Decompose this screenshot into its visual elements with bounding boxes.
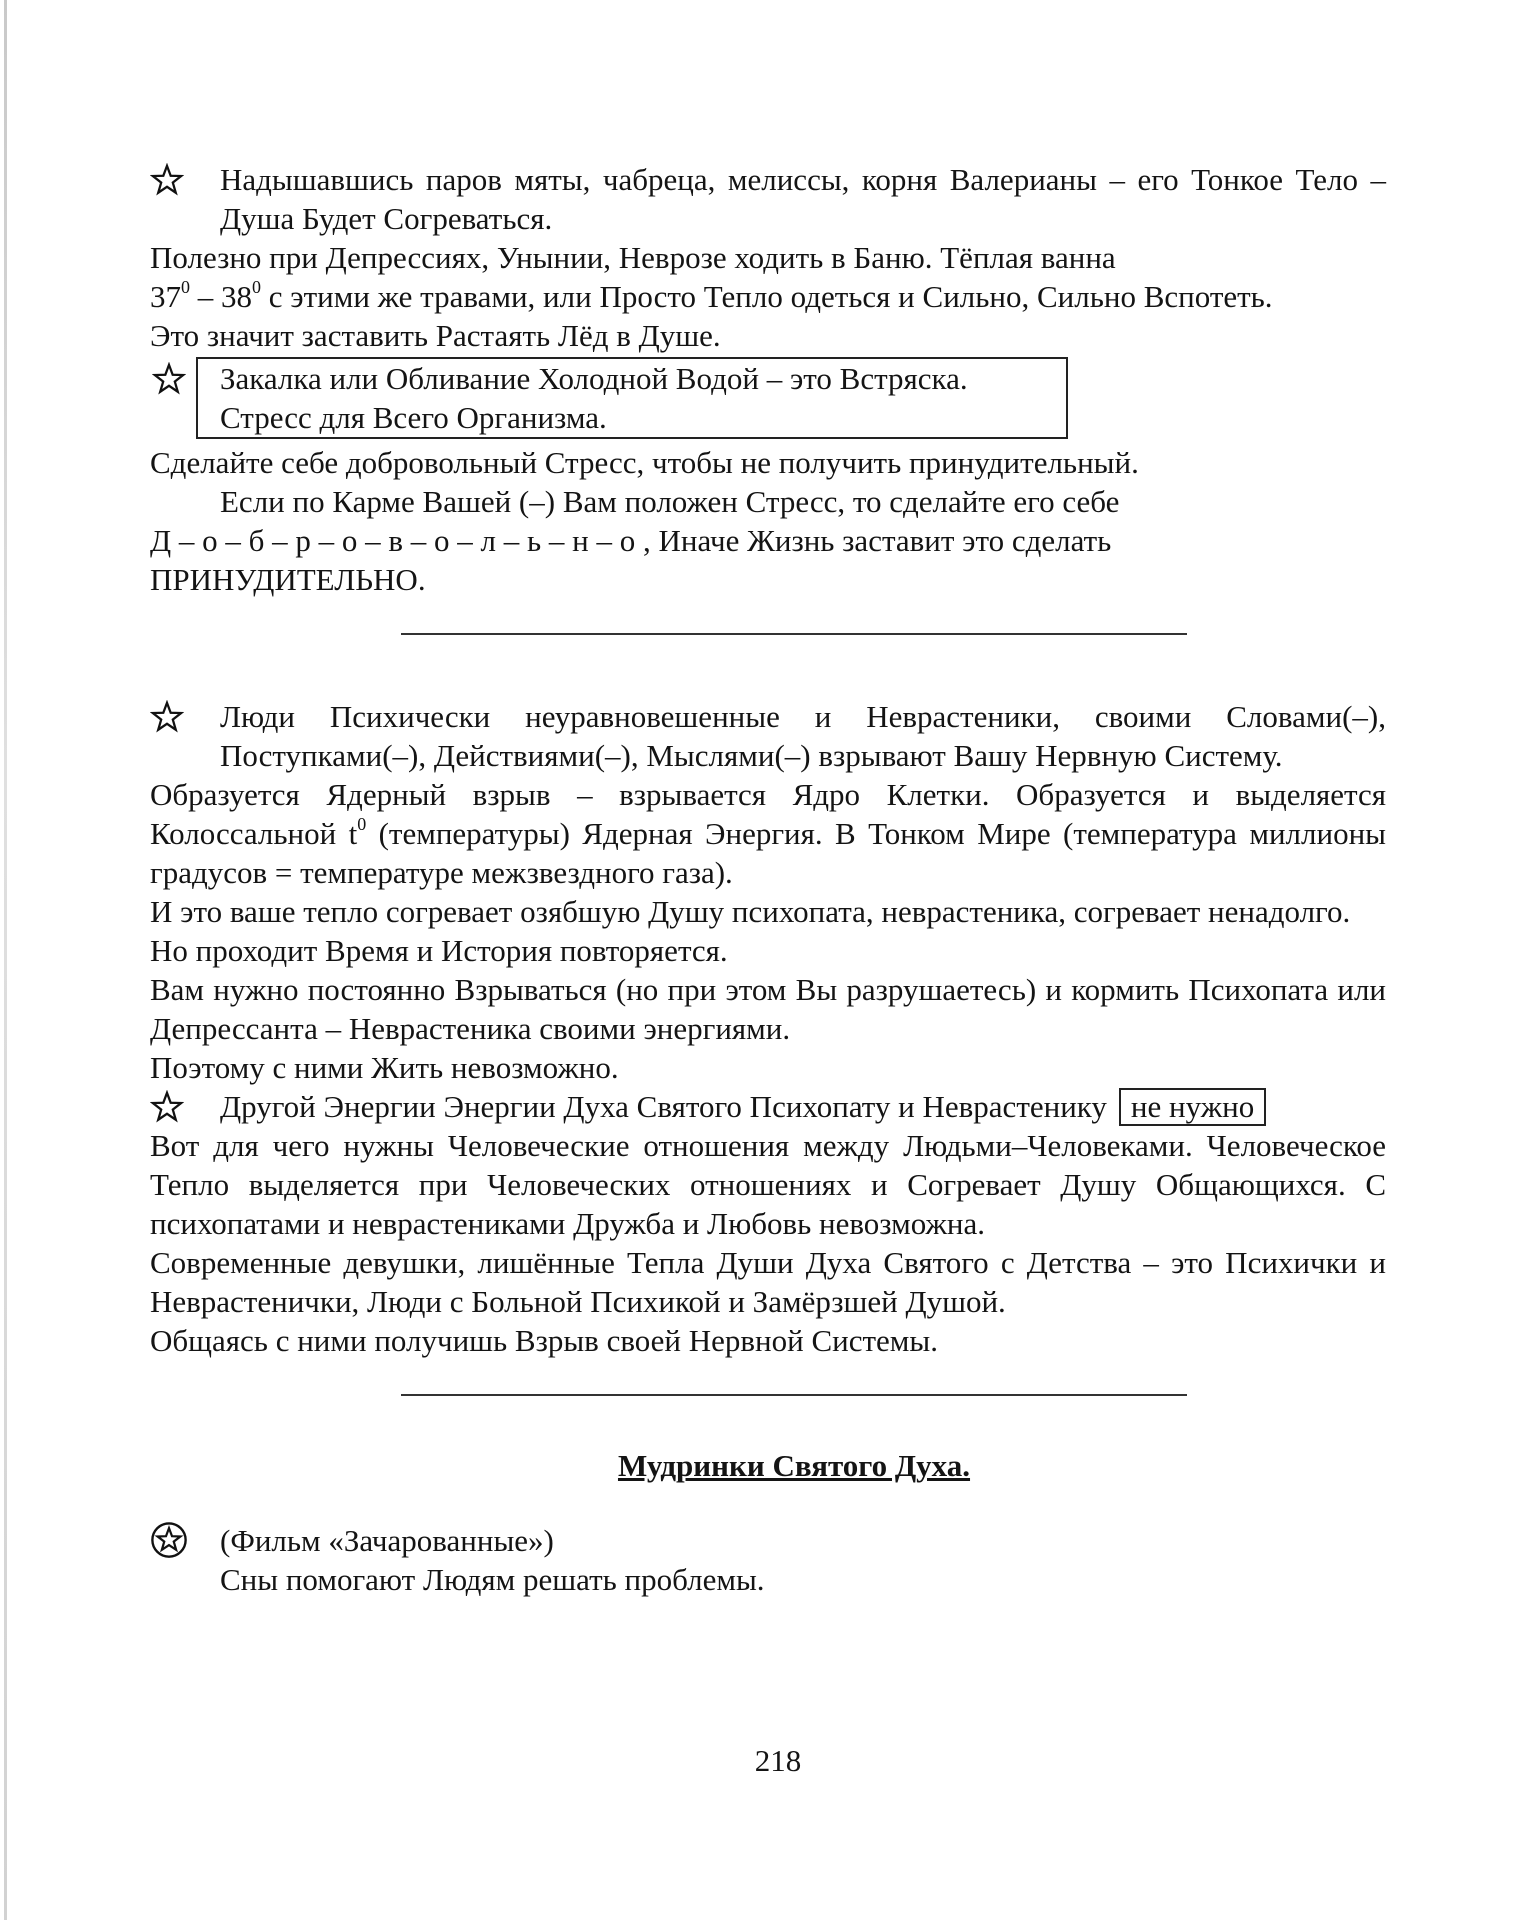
film-reference bbox=[150, 1521, 1386, 1560]
paragraph-communicating: Общаясь с ними получишь Взрыв своей Нервной Системы. bbox=[150, 1323, 938, 1358]
degree-sup-1: 0 bbox=[181, 277, 190, 297]
degree-sup: 0 bbox=[357, 814, 367, 834]
dreams-line: Сны помогают Людям решать проблемы. bbox=[220, 1562, 765, 1597]
paragraph-human-relations: Вот для чего нужны Человеческие отношения между Людьми–Человеками. Человеческое Тепло выделяется при Человеческих отношениях и Согревает Душу Общающихся. С психопатами и неврастениками Дружба и Любовь невозможна. bbox=[150, 1128, 1386, 1241]
paragraph-text: Надышавшись паров мяты, чабреца, мелиссы, корня Валерианы – его Тонкое Тело – Душа Будет Согреваться. bbox=[220, 162, 1386, 236]
paragraph-warmth: И это ваше тепло согревает озябшую Душу психопата, неврастеника, согревает ненадолго. bbox=[150, 894, 1351, 929]
star-outline-icon bbox=[152, 359, 192, 398]
paragraph-modern-girls: Современные девушки, лишённые Тепла Души Духа Святого с Детства – это Психички и Неврастенички, Люди с Больной Психикой и Замёрзшей Душой. bbox=[150, 1245, 1386, 1319]
not-needed-box: не нужно bbox=[1119, 1088, 1266, 1126]
paragraph-temperature bbox=[150, 277, 1386, 316]
star-outline-icon bbox=[150, 697, 190, 736]
film-text: (Фильм «Зачарованные») bbox=[220, 1523, 554, 1558]
paragraph-text: Образуется Ядерный взрыв – взрывается Ядро Клетки. Образуется и выделяется Колоссальной t bbox=[150, 777, 1386, 851]
paragraph-impossible: Поэтому с ними Жить невозможно. bbox=[150, 1050, 619, 1085]
paragraph-forcibly: ПРИНУДИТЕЛЬНО. bbox=[150, 562, 426, 597]
paragraph-bath: Полезно при Депрессиях, Унынии, Неврозе ходить в Баню. Тёплая ванна bbox=[150, 240, 1116, 275]
boxed-line: Стресс для Всего Организма. bbox=[220, 400, 607, 435]
paragraph-text: Люди Психически неуравновешенные и Неврастеники, своими Словами(–), Поступками(–), Действиями(–), Мыслями(–) взрывают Вашу Нервную Систему. bbox=[220, 699, 1386, 773]
paragraph-karma: Если по Карме Вашей (–) Вам положен Стресс, то сделайте его себе bbox=[220, 484, 1120, 519]
temp-value-1: 37 bbox=[150, 279, 181, 314]
paragraph-history-repeats: Но проходит Время и История повторяется. bbox=[150, 933, 728, 968]
paragraph-explode: Вам нужно постоянно Взрываться (но при этом Вы разрушаетесь) и кормить Психопата или Депрессанта – Неврастеника своими энергиями. bbox=[150, 972, 1386, 1046]
temp-text: с этими же травами, или Просто Тепло одеться и Сильно, Сильно Вспотеть. bbox=[261, 279, 1273, 314]
page-number: 218 bbox=[754, 1743, 802, 1778]
paragraph-unbalanced-people bbox=[150, 697, 1386, 775]
page-edge-shadow bbox=[4, 0, 7, 1920]
document-page bbox=[150, 160, 1386, 1599]
section-divider bbox=[401, 1394, 1187, 1396]
temp-value-2: – 38 bbox=[190, 279, 252, 314]
degree-sup-2: 0 bbox=[252, 277, 261, 297]
paragraph-spaced-word: Д – о – б – р – о – в – о – л – ь – н – о , Иначе Жизнь заставит это сделать bbox=[150, 523, 1112, 558]
paragraph-voluntary-stress: Сделайте себе добровольный Стресс, чтобы не получить принудительный. bbox=[150, 445, 1139, 480]
paragraph-other-energy bbox=[150, 1087, 1386, 1126]
paragraph-nuclear-explosion bbox=[150, 775, 1386, 892]
paragraph-text: (температуры) Ядерная Энергия. В Тонком Мире (температура миллионы градусов = температуре межзвездного газа). bbox=[150, 816, 1386, 890]
paragraph-melt-ice: Это значит заставить Растаять Лёд в Душе. bbox=[150, 318, 721, 353]
section-heading: Мудринки Святого Духа. bbox=[617, 1448, 971, 1483]
boxed-line: Закалка или Обливание Холодной Водой – это Встряска. bbox=[220, 361, 968, 396]
star-outline-icon bbox=[150, 160, 190, 199]
paragraph-mint-vapors bbox=[150, 160, 1386, 238]
section-divider bbox=[401, 633, 1187, 635]
paragraph-text: Другой Энергии Энергии Духа Святого Психопату и Неврастенику bbox=[220, 1089, 1107, 1124]
star-outline-icon bbox=[150, 1087, 190, 1126]
boxed-note bbox=[196, 357, 1068, 439]
